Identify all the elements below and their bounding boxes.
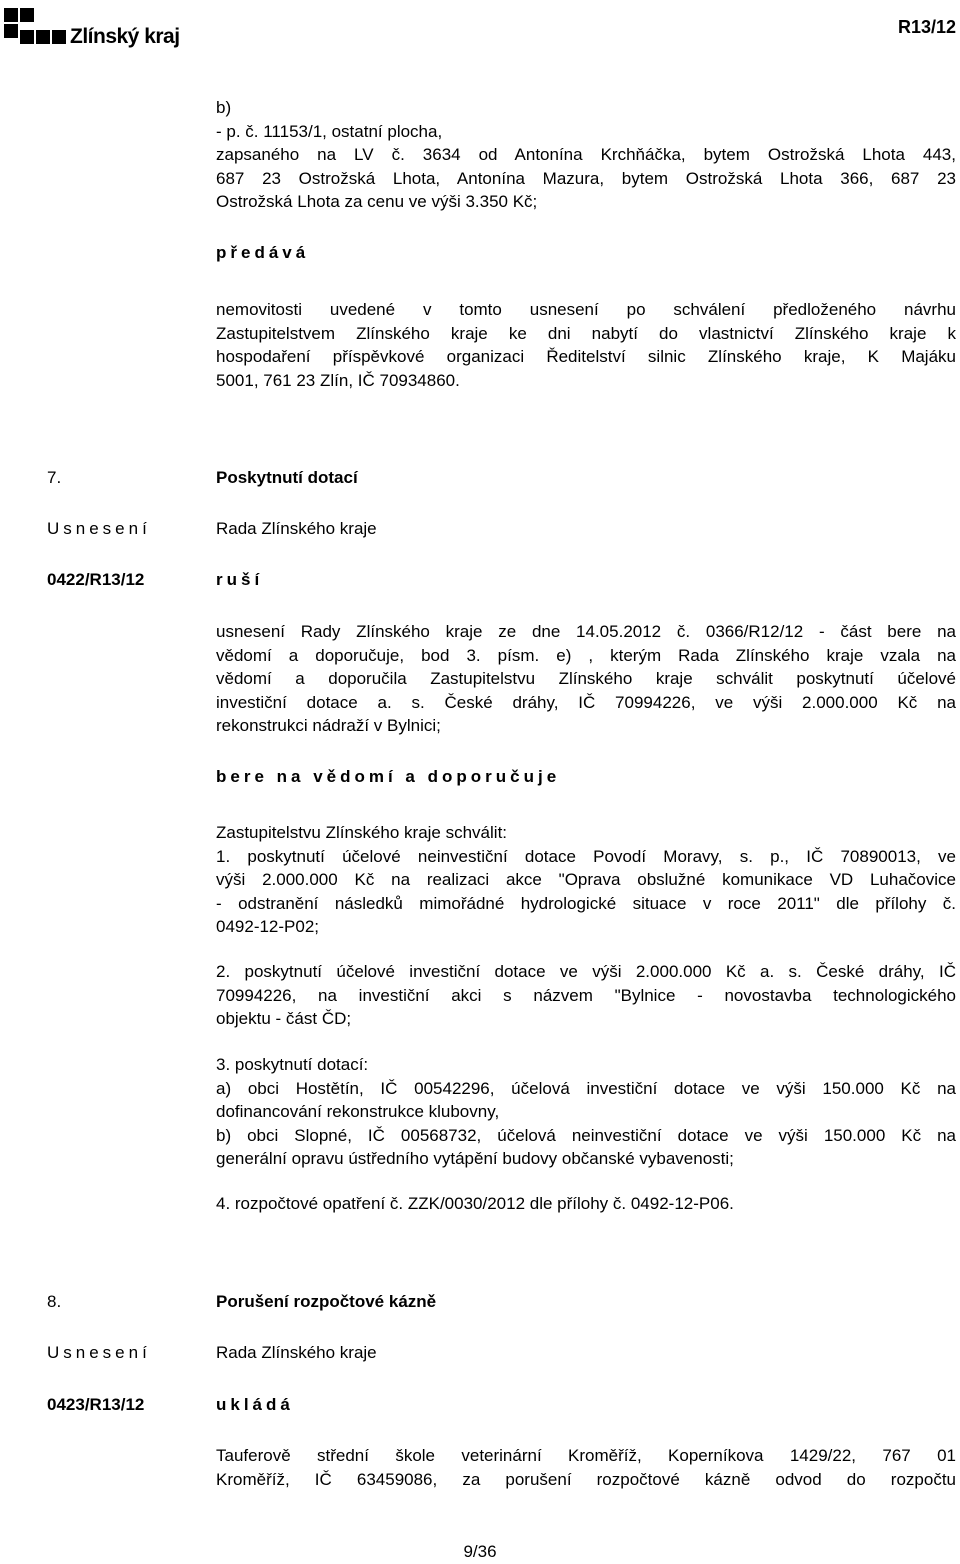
item-1-line: 1. poskytnutí účelové neinvestiční dotace Povodí Moravy, s. p., IČ 70890013, ve	[216, 846, 956, 866]
verb-bere-na-vedomi: bere na vědomí a doporučuje	[216, 767, 561, 786]
intro-lines	[216, 96, 956, 214]
item-2-line: 2. poskytnutí účelové investiční dotace ve výši 2.000.000 Kč a. s. České dráhy, IČ	[216, 962, 956, 981]
section-7-item-3	[216, 1053, 956, 1171]
item-1-line: - odstranění následků mimořádné hydrologické situace v roce 2011" dle přílohy č.	[216, 893, 956, 913]
section-7-number: 7.	[47, 468, 62, 487]
intro-line: b)	[216, 98, 232, 117]
section-7-title: Poskytnutí dotací	[216, 468, 358, 487]
para-line: 5001, 761 23 Zlín, IČ 70934860.	[216, 370, 460, 390]
item-3-line: dofinancování rekonstrukce klubovny,	[216, 1102, 500, 1121]
item-4-line: 4. rozpočtové opatření č. ZZK/0030/2012 dle přílohy č. 0492-12-P06.	[216, 1194, 734, 1213]
intro-paragraph	[216, 298, 956, 392]
verb-uklada: ukládá	[216, 1395, 294, 1414]
page-number: 9/36	[463, 1542, 497, 1561]
usneseni-label: Usnesení	[47, 519, 151, 538]
resolution-number: 0423/R13/12	[47, 1395, 145, 1414]
para-line: hospodaření příspěvkové organizaci Ředitelství silnic Zlínského kraje, K Majáku	[216, 347, 956, 366]
para-line: rekonstrukci nádraží v Bylnici;	[216, 716, 441, 735]
section-7-para-1	[216, 620, 956, 738]
verb-predava: předává	[216, 243, 310, 262]
item-1-line: výši 2.000.000 Kč na realizaci akce "Oprava obslužné komunikace VD Luhačovice	[216, 870, 956, 889]
section-7-item-2	[216, 960, 956, 1031]
body-name: Rada Zlínského kraje	[216, 519, 377, 538]
verb-rusi: ruší	[216, 570, 264, 589]
item-2-line: objektu - část ČD;	[216, 1009, 352, 1028]
item-3-line: generální opravu ústředního vytápění budovy občanské vybavenosti;	[216, 1149, 734, 1168]
item-3-line: b) obci Slopné, IČ 00568732, účelová neinvestiční dotace ve výši 150.000 Kč na	[216, 1125, 956, 1145]
item-1-line: 0492-12-P02;	[216, 917, 320, 936]
section-7-items	[216, 821, 956, 939]
item-3-line: a) obci Hostětín, IČ 00542296, účelová investiční dotace ve výši 150.000 Kč na	[216, 1078, 956, 1098]
para-line: usnesení Rady Zlínského kraje ze dne 14.05.2012 č. 0366/R12/12 - část bere na	[216, 622, 956, 641]
para-line: Zastupitelstvem Zlínského kraje ke dni nabytí do vlastnictví Zlínského kraje k	[216, 323, 956, 343]
section-7-item-4	[216, 1192, 956, 1216]
logo-text: Zlínský kraj	[70, 25, 180, 48]
section-8-title: Porušení rozpočtové kázně	[216, 1292, 437, 1311]
intro-line: 687 23 Ostrožská Lhota, Antonína Mazura, bytem Ostrožská Lhota 366, 687 23	[216, 168, 956, 188]
section-8-para	[216, 1444, 956, 1491]
intro-line: zapsaného na LV č. 3634 od Antonína Krchňáčka, bytem Ostrožská Lhota 443,	[216, 145, 956, 164]
para-line: vědomí a doporučuje, bod 3. písm. e) , kterým Rada Zlínského kraje vzala na	[216, 645, 956, 665]
document-code: R13/12	[897, 17, 956, 37]
schvalit-line: Zastupitelstvu Zlínského kraje schválit:	[216, 823, 508, 842]
para-line: Kroměříž, IČ 63459086, za porušení rozpočtové kázně odvod do rozpočtu	[216, 1469, 956, 1489]
section-8-number: 8.	[47, 1292, 62, 1311]
para-line: investiční dotace a. s. České dráhy, IČ 70994226, ve výši 2.000.000 Kč na	[216, 692, 956, 712]
item-3-line: 3. poskytnutí dotací:	[216, 1055, 369, 1074]
para-line: nemovitosti uvedené v tomto usnesení po schválení předloženého návrhu	[216, 300, 956, 319]
zlinsky-kraj-logo	[0, 0, 186, 60]
intro-line: Ostrožská Lhota za cenu ve výši 3.350 Kč;	[216, 192, 538, 211]
usneseni-label: Usnesení	[47, 1343, 151, 1362]
body-name: Rada Zlínského kraje	[216, 1343, 377, 1362]
para-line: Tauferově střední škole veterinární Kroměříž, Koperníkova 1429/22, 767 01	[216, 1446, 956, 1465]
item-2-line: 70994226, na investiční akci s názvem "Bylnice - novostavba technologického	[216, 985, 956, 1005]
para-line: vědomí a doporučila Zastupitelstvu Zlínského kraje schválit poskytnutí účelové	[216, 669, 956, 688]
resolution-number: 0422/R13/12	[47, 570, 145, 589]
intro-line: - p. č. 11153/1, ostatní plocha,	[216, 121, 443, 141]
